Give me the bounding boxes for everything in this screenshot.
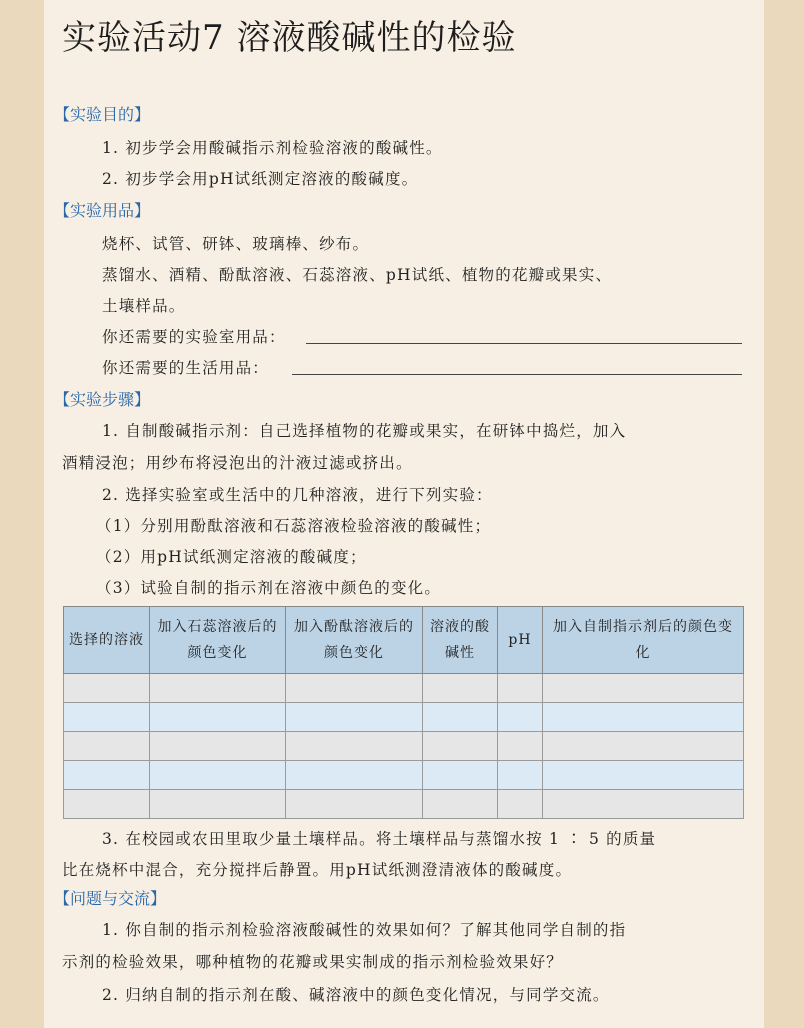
steps-line-2: 酒精浸泡；用纱布将浸泡出的汁液过滤或挤出。 [62,454,413,472]
textbook-page [44,0,764,1028]
daily-supplies-blank-line [292,374,742,375]
table-row [64,674,744,703]
table-cell-blank [498,761,543,790]
experiment-record-table [63,606,744,819]
discussion-line-1: 1. 你自制的指示剂检验溶液酸碱性的效果如何？了解其他同学自制的指 [102,921,627,939]
table-cell-blank [286,703,423,732]
table-cell-blank [286,674,423,703]
table-cell-blank [64,674,150,703]
table-row [64,790,744,819]
table-cell-blank [498,674,543,703]
steps-line-5: （2）用pH试纸测定溶液的酸碱度； [96,548,367,566]
table-cell-blank [150,790,286,819]
header-homemade-indicator-color: 加入自制指示剂后的颜色变化 [543,607,744,674]
step3-line-2: 比在烧杯中混合，充分搅拌后静置。用pH试纸测澄清液体的酸碱度。 [62,861,573,879]
table-cell-blank [286,790,423,819]
lab-supplies-prompt: 你还需要的实验室用品： [102,328,286,346]
table-cell-blank [543,790,744,819]
table-cell-blank [498,732,543,761]
table-row [64,703,744,732]
purpose-line-2: 2. 初步学会用pH试纸测定溶液的酸碱度。 [102,170,419,188]
table-cell-blank [423,703,498,732]
header-selected-solution: 选择的溶液 [64,607,150,674]
table-cell-blank [286,761,423,790]
table-cell-blank [498,790,543,819]
purpose-line-1: 1. 初步学会用酸碱指示剂检验溶液的酸碱性。 [102,139,443,157]
materials-line-2: 蒸馏水、酒精、酚酞溶液、石蕊溶液、pH试纸、植物的花瓣或果实、 [102,266,613,284]
discussion-line-2: 示剂的检验效果，哪种植物的花瓣或果实制成的指示剂检验效果好？ [62,953,564,971]
discussion-line-3: 2. 归纳自制的指示剂在酸、碱溶液中的颜色变化情况，与同学交流。 [102,986,610,1004]
section-heading-materials: 【实验用品】 [54,201,151,220]
table-cell-blank [150,761,286,790]
table-cell-blank [423,674,498,703]
page-title: 实验活动7 溶液酸碱性的检验 [62,18,517,58]
table-cell-blank [543,703,744,732]
table-body [64,674,744,819]
step3-line-1: 3. 在校园或农田里取少量土壤样品。将土壤样品与蒸馏水按 1 ∶ 5 的质量 [102,830,657,848]
section-heading-steps: 【实验步骤】 [54,390,151,409]
lab-supplies-blank-line [306,343,742,344]
table-cell-blank [543,674,744,703]
section-heading-purpose: 【实验目的】 [54,105,151,124]
table-cell-blank [423,790,498,819]
table-cell-blank [64,790,150,819]
table-cell-blank [423,761,498,790]
table-row [64,732,744,761]
table-cell-blank [543,761,744,790]
table-cell-blank [286,732,423,761]
table-row [64,761,744,790]
table-cell-blank [423,732,498,761]
header-litmus-color: 加入石蕊溶液后的颜色变化 [150,607,286,674]
table-cell-blank [64,761,150,790]
header-phenolphthalein-color: 加入酚酞溶液后的颜色变化 [286,607,423,674]
section-heading-discussion: 【问题与交流】 [54,889,167,908]
table-cell-blank [150,674,286,703]
table-header-row [64,607,744,674]
table-cell-blank [150,703,286,732]
steps-line-1: 1. 自制酸碱指示剂：自己选择植物的花瓣或果实，在研钵中捣烂，加入 [102,422,627,440]
table-cell-blank [64,732,150,761]
steps-line-3: 2. 选择实验室或生活中的几种溶液，进行下列实验： [102,486,493,504]
steps-line-4: （1）分别用酚酞溶液和石蕊溶液检验溶液的酸碱性； [96,517,492,535]
table-cell-blank [543,732,744,761]
table-cell-blank [64,703,150,732]
daily-supplies-prompt: 你还需要的生活用品： [102,359,270,377]
materials-line-3: 土壤样品。 [102,297,186,315]
steps-line-6: （3）试验自制的指示剂在溶液中颜色的变化。 [96,579,442,597]
table-cell-blank [498,703,543,732]
materials-line-1: 烧杯、试管、研钵、玻璃棒、纱布。 [102,235,370,253]
header-acidity: 溶液的酸碱性 [423,607,498,674]
header-ph: pH [498,607,543,674]
table-cell-blank [150,732,286,761]
